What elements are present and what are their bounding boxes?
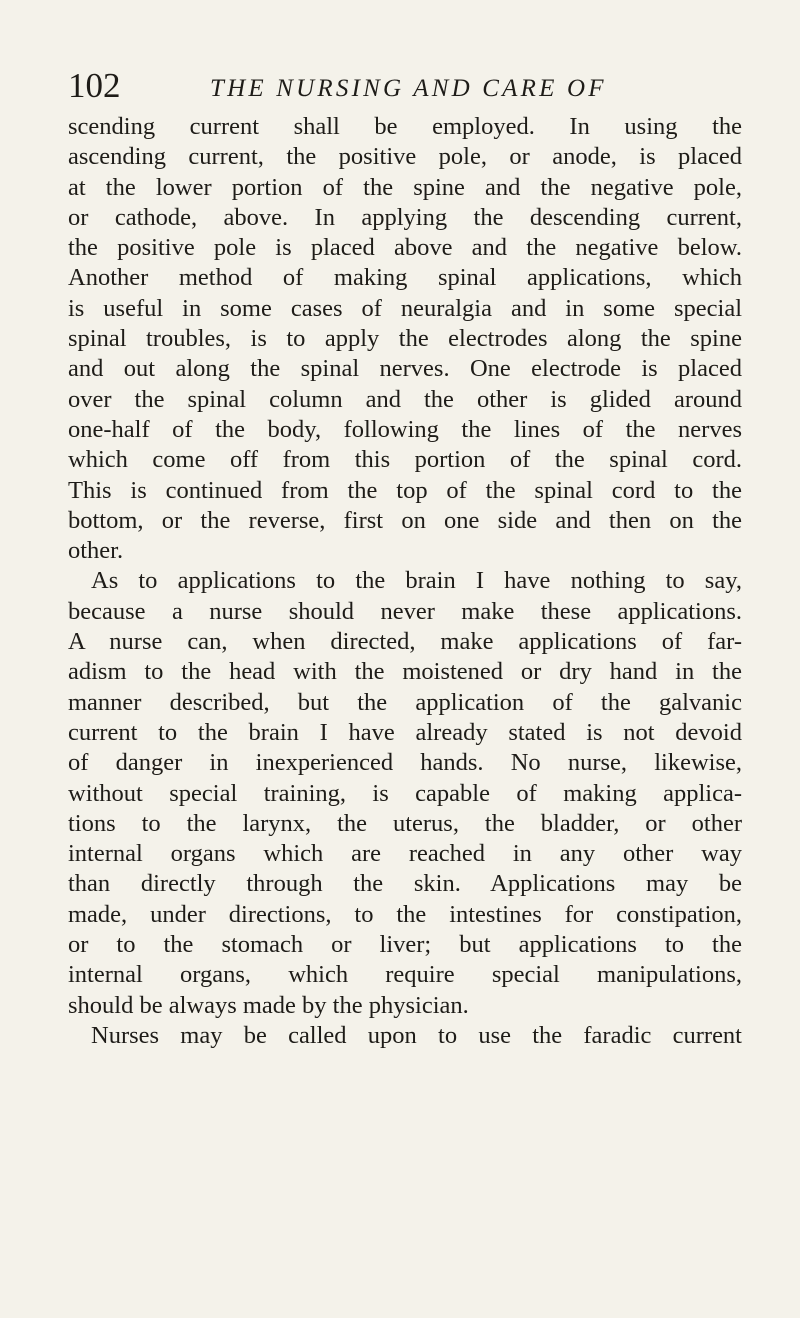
text-line: should be always made by the physician. [68, 991, 469, 1019]
running-head [68, 64, 748, 114]
text-line: ascending current, the positive pole, or anode, is placed [68, 143, 742, 171]
text-line: bottom, or the reverse, first on one side and then on the [68, 506, 742, 534]
text-line: is useful in some cases of neuralgia and in some special [68, 294, 742, 322]
text-line: or to the stomach or liver; but applications to the [68, 931, 742, 959]
text-line: the positive pole is placed above and the negative below. [68, 234, 742, 262]
text-line: which come off from this portion of the spinal cord. [68, 446, 742, 474]
text-line: internal organs which are reached in any other way [68, 840, 742, 868]
text-line: without special training, is capable of making applica- [68, 779, 742, 807]
text-line: because a nurse should never make these applications. [68, 597, 742, 625]
text-line: manner described, but the application of the galvanic [68, 688, 742, 716]
text-line: at the lower portion of the spine and the negative pole, [68, 173, 742, 201]
text-line: one-half of the body, following the lines of the nerves [68, 415, 742, 443]
text-line: over the spinal column and the other is glided around [68, 385, 742, 413]
paragraph-start-line: Nurses may be called upon to use the faradic current [91, 1021, 742, 1049]
text-line: other. [68, 537, 124, 565]
text-line: made, under directions, to the intestines for constipation, [68, 900, 742, 928]
text-line: adism to the head with the moistened or dry hand in the [68, 658, 742, 686]
text-line: This is continued from the top of the spinal cord to the [68, 476, 742, 504]
text-line: tions to the larynx, the uterus, the bladder, or other [68, 809, 742, 837]
text-line: spinal troubles, is to apply the electrodes along the spine [68, 325, 742, 353]
text-line: A nurse can, when directed, make applications of far- [68, 628, 742, 656]
text-line: scending current shall be employed. In using the [68, 113, 742, 140]
text-line: of danger in inexperienced hands. No nurse, likewise, [68, 749, 742, 777]
paragraph-start-line: As to applications to the brain I have nothing to say, [91, 567, 742, 595]
text-line: current to the brain I have already stated is not devoid [68, 718, 742, 746]
running-title: THE NURSING AND CARE OF [210, 75, 607, 102]
text-line: or cathode, above. In applying the descending current, [68, 203, 742, 231]
page-number: 102 [68, 66, 121, 105]
text-line: Another method of making spinal applications, which [68, 264, 742, 292]
text-line: internal organs, which require special manipulations, [68, 961, 742, 989]
text-line: and out along the spinal nerves. One electrode is placed [68, 355, 742, 383]
body-text [68, 112, 742, 1051]
text-line: than directly through the skin. Applications may be [68, 870, 742, 898]
